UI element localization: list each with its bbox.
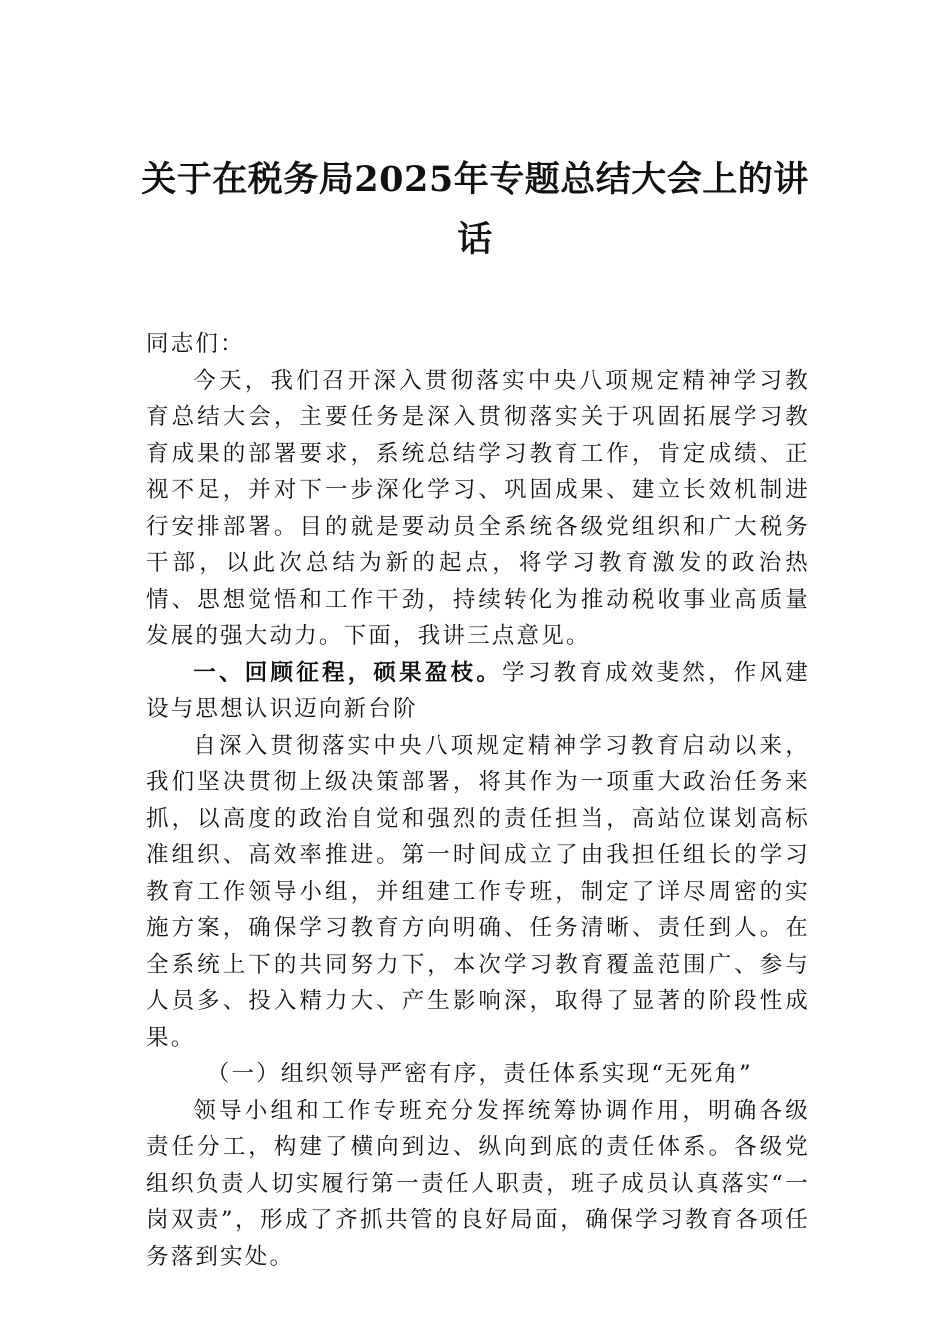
document-title [140,150,810,270]
document-body [146,326,810,1275]
section-heading-1-text: 学习教育成效斐然，作风建设与思想认识迈向新台阶 [146,659,810,722]
title-line-1: 关于在税务局2025年专题总结大会上的讲 [141,159,809,200]
paragraph-intro: 今天，我们召开深入贯彻落实中央八项规定精神学习教育总结大会，主要任务是深入贯彻落实关于巩固拓展学习教育成果的部署要求，系统总结学习教育工作，肯定成绩、正视不足，并对下一步深化学习、巩固成果、建立长效机制进行安排部署。目的就是要动员全系统各级党组织和广大税务干部，以此次总结为新的起点，将学习教育激发的政治热情、思想觉悟和工作干劲，持续转化为推动税收事业高质量发展的强大动力。下面，我讲三点意见。 [146,367,810,649]
subsection-heading-1: （一）组织领导严密有序，责任体系实现“无死角” [206,1061,753,1087]
paragraph-organization: 领导小组和工作专班充分发挥统筹协调作用，明确各级责任分工，构建了横向到边、纵向到底的责任体系。各级党组织负责人切实履行第一责任人职责，班子成员认真落实“一岗双责”，形成了齐抓共管的良好局面，确保学习教育各项任务落到实处。 [146,1097,810,1270]
greeting: 同志们： [146,331,245,357]
title-line-2: 话 [457,219,493,260]
section-heading-1 [146,655,810,728]
section-heading-1-bold: 一、回顾征程，硕果盈枝。 [193,659,503,686]
paragraph-review: 自深入贯彻落实中央八项规定精神学习教育启动以来，我们坚决贯彻上级决策部署，将其作为一项重大政治任务来抓，以高度的政治自觉和强烈的责任担当，高站位谋划高标准组织、高效率推进。第一时间成立了由我担任组长的学习教育工作领导小组，并组建工作专班，制定了详尽周密的实施方案，确保学习教育方向明确、任务清晰、责任到人。在全系统上下的共同努力下，本次学习教育覆盖范围广、参与人员多、投入精力大、产生影响深，取得了显著的阶段性成果。 [146,732,810,1051]
